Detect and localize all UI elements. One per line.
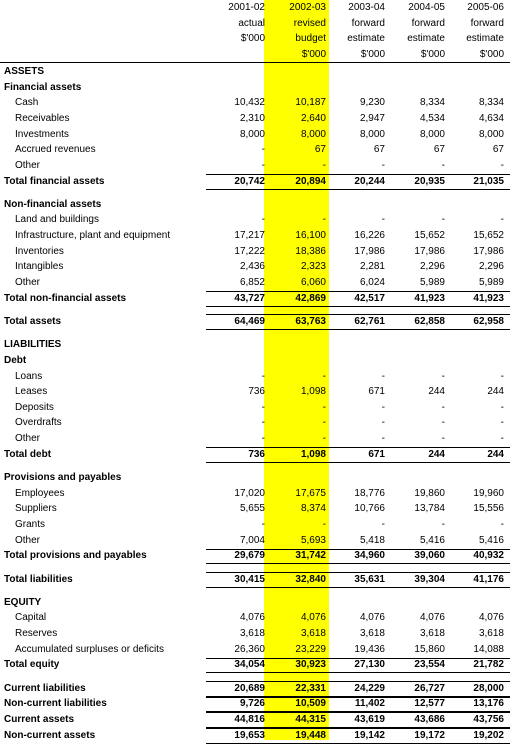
value-cell: 8,000 — [419, 128, 445, 140]
value-cell: - — [500, 518, 504, 530]
value-cell: - — [441, 433, 445, 445]
row-label: Intangibles — [15, 261, 64, 273]
row-label: Other — [15, 534, 41, 546]
row-label: ASSETS — [4, 66, 45, 77]
value-cell: 8,334 — [419, 97, 445, 109]
row-label: Land and buildings — [15, 214, 99, 226]
table-row — [0, 142, 510, 158]
value-cell: 26,360 — [234, 643, 265, 655]
value-cell: 67 — [433, 144, 445, 156]
value-cell: 4,634 — [478, 112, 504, 124]
row-label: Leases — [15, 386, 48, 398]
value-cell: 4,534 — [419, 112, 445, 124]
column-header: 2004-05 forward estimate $'000 — [407, 2, 445, 60]
table-row — [0, 111, 510, 127]
section-heading — [0, 64, 510, 80]
value-cell: 34,054 — [234, 659, 265, 671]
value-cell: 5,416 — [419, 534, 445, 546]
total-rule — [206, 447, 510, 448]
value-cell: 2,310 — [239, 112, 265, 124]
value-cell: 62,761 — [354, 315, 385, 327]
value-cell: - — [381, 433, 385, 445]
table-row — [0, 626, 510, 642]
value-cell: 43,727 — [234, 292, 265, 304]
value-cell: 6,060 — [300, 277, 326, 289]
total-row — [0, 728, 510, 744]
row-label: Current assets — [4, 713, 75, 725]
value-cell: 671 — [368, 386, 385, 398]
value-cell: 43,619 — [354, 713, 385, 725]
value-cell: 41,923 — [473, 292, 504, 304]
value-cell: 32,840 — [295, 573, 326, 585]
value-cell: - — [322, 401, 326, 413]
row-label: Accrued revenues — [15, 144, 96, 156]
value-cell: - — [322, 159, 326, 171]
table-row — [0, 533, 510, 549]
value-cell: 17,217 — [234, 230, 265, 242]
total-rule — [206, 572, 510, 573]
value-cell: 16,100 — [295, 230, 326, 242]
header-divider — [0, 62, 510, 63]
total-row — [0, 681, 510, 697]
value-cell: 10,509 — [295, 698, 326, 710]
row-label: Other — [15, 433, 41, 445]
total-row — [0, 291, 510, 307]
value-cell: 44,816 — [234, 713, 265, 725]
value-cell: 17,675 — [295, 487, 326, 499]
section-heading — [0, 197, 510, 213]
value-cell: 11,402 — [354, 698, 385, 710]
value-cell: - — [441, 214, 445, 226]
row-label: Infrastructure, plant and equipment — [15, 230, 171, 242]
value-cell: 4,076 — [239, 612, 265, 624]
value-cell: 19,202 — [473, 729, 504, 741]
row-label: Financial assets — [4, 81, 82, 93]
total-row — [0, 174, 510, 190]
value-cell: 19,960 — [473, 487, 504, 499]
row-label: Provisions and payables — [4, 472, 122, 483]
value-cell: 13,176 — [473, 698, 504, 710]
section-heading — [0, 80, 510, 96]
total-rule — [206, 314, 510, 315]
row-label: LIABILITIES — [4, 339, 62, 351]
value-cell: 2,281 — [359, 261, 385, 273]
value-cell: - — [261, 144, 265, 156]
value-cell: - — [381, 159, 385, 171]
value-cell: 18,776 — [354, 487, 385, 499]
value-cell: 67 — [492, 144, 504, 156]
value-cell: 41,923 — [414, 292, 445, 304]
value-cell: 9,230 — [359, 97, 385, 109]
value-cell: 29,679 — [234, 550, 265, 562]
row-label: EQUITY — [4, 596, 42, 608]
table-row — [0, 259, 510, 275]
value-cell: - — [441, 159, 445, 171]
value-cell: 20,689 — [234, 682, 265, 694]
value-cell: 8,000 — [359, 128, 385, 140]
value-cell: 2,323 — [300, 261, 326, 273]
value-cell: 43,686 — [414, 713, 445, 725]
table-row — [0, 127, 510, 143]
value-cell: 17,986 — [473, 245, 504, 257]
value-cell: 64,469 — [234, 315, 265, 327]
table-row — [0, 244, 510, 260]
value-cell: - — [261, 370, 265, 382]
value-cell: 244 — [428, 386, 445, 398]
value-cell: 42,517 — [354, 292, 385, 304]
value-cell: 2,296 — [419, 261, 445, 273]
section-heading — [0, 353, 510, 369]
value-cell: - — [381, 370, 385, 382]
row-label: Total non-financial assets — [4, 292, 127, 304]
value-cell: - — [441, 417, 445, 429]
total-rule — [206, 462, 510, 463]
value-cell: 19,172 — [414, 729, 445, 741]
value-cell: - — [261, 518, 265, 530]
total-rule — [206, 681, 510, 682]
total-rule — [206, 189, 510, 190]
total-row — [0, 657, 510, 673]
value-cell: 1,098 — [300, 386, 326, 398]
value-cell: 23,229 — [295, 643, 326, 655]
total-row — [0, 447, 510, 463]
row-label: Total liabilities — [4, 573, 73, 585]
value-cell: - — [500, 370, 504, 382]
value-cell: 15,556 — [473, 503, 504, 515]
value-cell: - — [261, 433, 265, 445]
value-cell: 4,076 — [300, 612, 326, 624]
value-cell: 5,989 — [478, 277, 504, 289]
table-row — [0, 501, 510, 517]
value-cell: 42,869 — [295, 292, 326, 304]
value-cell: 5,416 — [478, 534, 504, 546]
value-cell: 12,577 — [414, 698, 445, 710]
value-cell: 67 — [373, 144, 385, 156]
value-cell: - — [322, 214, 326, 226]
value-cell: 62,858 — [414, 315, 445, 327]
value-cell: 8,000 — [478, 128, 504, 140]
row-label: Overdrafts — [15, 417, 62, 429]
column-header: 2003-04 forward estimate $'000 — [347, 2, 385, 60]
value-cell: 244 — [487, 448, 504, 460]
row-label: Total financial assets — [4, 175, 105, 187]
table-row — [0, 400, 510, 416]
value-cell: 17,986 — [354, 245, 385, 257]
table-row — [0, 642, 510, 658]
value-cell: 671 — [368, 448, 385, 460]
value-cell: 31,742 — [295, 550, 326, 562]
value-cell: 26,727 — [414, 682, 445, 694]
value-cell: - — [322, 518, 326, 530]
total-rule — [206, 291, 510, 292]
total-rule — [206, 306, 510, 307]
value-cell: 34,960 — [354, 550, 385, 562]
value-cell: 8,334 — [478, 97, 504, 109]
value-cell: 7,004 — [239, 534, 265, 546]
value-cell: 3,618 — [419, 628, 445, 640]
value-cell: - — [322, 433, 326, 445]
value-cell: 8,374 — [300, 503, 326, 515]
value-cell: - — [261, 401, 265, 413]
value-cell: 21,782 — [473, 659, 504, 671]
row-label: Non-current assets — [4, 729, 96, 741]
table-row — [0, 369, 510, 385]
table-row — [0, 212, 510, 228]
value-cell: 15,652 — [414, 230, 445, 242]
value-cell: 15,860 — [414, 643, 445, 655]
section-heading — [0, 595, 510, 611]
table-row — [0, 384, 510, 400]
row-label: Reserves — [15, 628, 58, 640]
value-cell: 14,088 — [473, 643, 504, 655]
value-cell: 17,020 — [234, 487, 265, 499]
value-cell: - — [500, 401, 504, 413]
value-cell: 20,894 — [295, 175, 326, 187]
value-cell: 5,418 — [359, 534, 385, 546]
value-cell: 17,222 — [234, 245, 265, 257]
value-cell: 40,932 — [473, 550, 504, 562]
value-cell: 6,852 — [239, 277, 265, 289]
value-cell: - — [500, 433, 504, 445]
row-label: Cash — [15, 97, 39, 109]
value-cell: 18,386 — [295, 245, 326, 257]
row-label: Loans — [15, 370, 43, 382]
value-cell: 15,652 — [473, 230, 504, 242]
value-cell: 2,436 — [239, 261, 265, 273]
value-cell: 21,035 — [473, 175, 504, 187]
value-cell: - — [261, 214, 265, 226]
value-cell: 5,693 — [300, 534, 326, 546]
value-cell: 28,000 — [473, 682, 504, 694]
value-cell: 20,244 — [354, 175, 385, 187]
total-row — [0, 314, 510, 330]
value-cell: - — [322, 370, 326, 382]
table-row — [0, 431, 510, 447]
value-cell: 9,726 — [239, 698, 265, 710]
value-cell: 5,989 — [419, 277, 445, 289]
value-cell: - — [381, 417, 385, 429]
value-cell: 3,618 — [478, 628, 504, 640]
value-cell: 2,640 — [300, 112, 326, 124]
row-label: Grants — [15, 518, 46, 530]
value-cell: 30,923 — [295, 659, 326, 671]
value-cell: 30,415 — [234, 573, 265, 585]
value-cell: - — [261, 159, 265, 171]
total-rule — [206, 329, 510, 330]
value-cell: 1,098 — [300, 448, 326, 460]
row-label: Current liabilities — [4, 682, 86, 694]
value-cell: 39,060 — [414, 550, 445, 562]
value-cell: 2,296 — [478, 261, 504, 273]
value-cell: 4,076 — [419, 612, 445, 624]
total-rule — [206, 712, 510, 713]
value-cell: - — [322, 417, 326, 429]
table-row — [0, 228, 510, 244]
total-rule — [206, 658, 510, 659]
value-cell: 19,436 — [354, 643, 385, 655]
value-cell: 24,229 — [354, 682, 385, 694]
column-header: 2002-03 revised budget $'000 — [289, 2, 326, 60]
value-cell: 6,024 — [359, 277, 385, 289]
row-label: Debt — [4, 354, 27, 366]
value-cell: 8,000 — [300, 128, 326, 140]
value-cell: 3,618 — [300, 628, 326, 640]
value-cell: 19,860 — [414, 487, 445, 499]
row-label: Receivables — [15, 112, 70, 124]
total-rule — [206, 672, 510, 673]
value-cell: 13,784 — [414, 503, 445, 515]
value-cell: 10,432 — [234, 97, 265, 109]
value-cell: 736 — [248, 386, 265, 398]
value-cell: 43,756 — [473, 713, 504, 725]
value-cell: - — [500, 417, 504, 429]
value-cell: 736 — [248, 448, 265, 460]
total-rule — [206, 549, 510, 550]
table-row — [0, 95, 510, 111]
row-label: Non-current liabilities — [4, 698, 107, 710]
value-cell: - — [441, 370, 445, 382]
row-label: Accumulated surpluses or deficits — [15, 643, 164, 655]
row-label: Total debt — [4, 448, 52, 460]
value-cell: 41,176 — [473, 573, 504, 585]
value-cell: 4,076 — [359, 612, 385, 624]
section-heading — [0, 337, 510, 353]
value-cell: 67 — [314, 144, 326, 156]
row-label: Suppliers — [15, 503, 57, 515]
value-cell: - — [500, 214, 504, 226]
total-row — [0, 548, 510, 564]
total-rule — [206, 743, 510, 744]
row-label: Total assets — [4, 315, 62, 327]
value-cell: 20,935 — [414, 175, 445, 187]
value-cell: 3,618 — [359, 628, 385, 640]
value-cell: 4,076 — [478, 612, 504, 624]
row-label: Non-financial assets — [4, 198, 102, 210]
section-heading — [0, 470, 510, 486]
value-cell: - — [381, 518, 385, 530]
value-cell: 244 — [428, 448, 445, 460]
value-cell: 19,653 — [234, 729, 265, 741]
value-cell: 62,958 — [473, 315, 504, 327]
total-rule — [206, 728, 510, 729]
total-rule — [206, 563, 510, 564]
column-header: 2001-02 actual $'000 — [228, 2, 265, 44]
total-rule — [206, 174, 510, 175]
table-row — [0, 275, 510, 291]
value-cell: 22,331 — [295, 682, 326, 694]
value-cell: 2,947 — [359, 112, 385, 124]
table-row — [0, 415, 510, 431]
value-cell: 20,742 — [234, 175, 265, 187]
value-cell: 19,142 — [354, 729, 385, 741]
row-label: Other — [15, 277, 41, 289]
column-header: 2005-06 forward estimate $'000 — [466, 2, 504, 60]
value-cell: 10,766 — [354, 503, 385, 515]
table-row — [0, 610, 510, 626]
table-row — [0, 517, 510, 533]
row-label: Deposits — [15, 401, 54, 413]
row-label: Total provisions and payables — [4, 550, 147, 562]
row-label: Total equity — [4, 659, 60, 671]
value-cell: - — [441, 518, 445, 530]
value-cell: - — [381, 214, 385, 226]
value-cell: 27,130 — [354, 659, 385, 671]
value-cell: 39,304 — [414, 573, 445, 585]
value-cell: 3,618 — [239, 628, 265, 640]
row-label: Other — [15, 159, 41, 171]
value-cell: - — [381, 401, 385, 413]
value-cell: 63,763 — [295, 315, 326, 327]
total-row — [0, 712, 510, 728]
value-cell: - — [261, 417, 265, 429]
value-cell: - — [500, 159, 504, 171]
value-cell: 23,554 — [414, 659, 445, 671]
value-cell: - — [441, 401, 445, 413]
value-cell: 35,631 — [354, 573, 385, 585]
total-row — [0, 572, 510, 588]
value-cell: 19,448 — [295, 729, 326, 741]
value-cell: 44,315 — [295, 713, 326, 725]
value-cell: 10,187 — [295, 97, 326, 109]
total-row — [0, 696, 510, 712]
total-rule — [206, 697, 510, 698]
value-cell: 8,000 — [239, 128, 265, 140]
value-cell: 17,986 — [414, 245, 445, 257]
row-label: Investments — [15, 128, 69, 140]
total-rule — [206, 587, 510, 588]
table-row — [0, 158, 510, 174]
row-label: Employees — [15, 487, 65, 499]
table-row — [0, 486, 510, 502]
value-cell: 16,226 — [354, 230, 385, 242]
row-label: Inventories — [15, 245, 64, 257]
value-cell: 244 — [487, 386, 504, 398]
value-cell: 5,655 — [239, 503, 265, 515]
row-label: Capital — [15, 612, 47, 624]
